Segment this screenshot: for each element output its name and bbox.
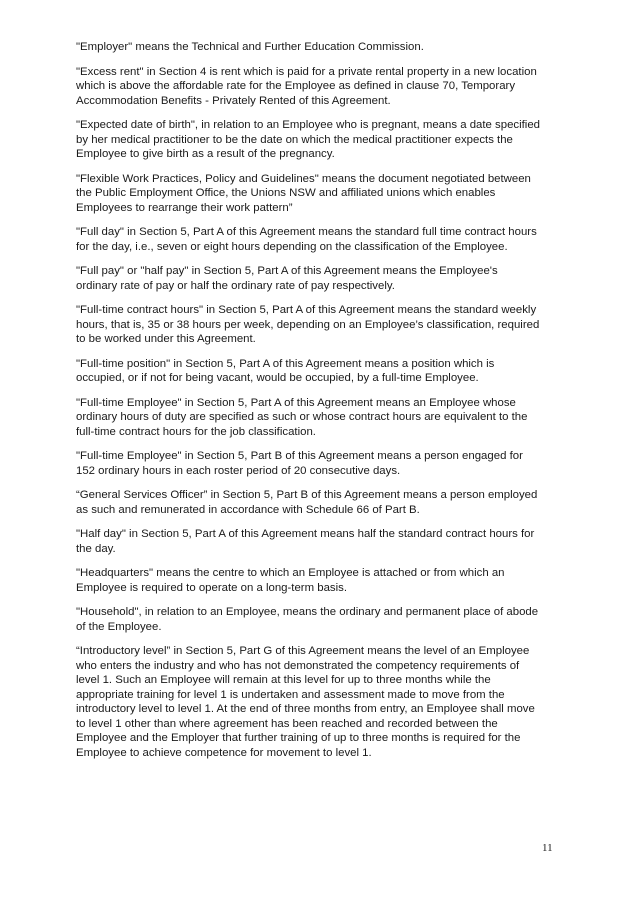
definition-full-time-position: "Full-time position" in Section 5, Part A of this Agreement means a position which is occupied, or if not for being vacant, would be occupied, by a full-time Employee. [76,357,495,384]
definition-introductory-level: “Introductory level” in Section 5, Part G of this Agreement means the level of an Employee who enters the industry and who has not demonstrated the competency requirements of level 1. Such an Employee will remain at this level for up to three months while the appropriate training for level 1 is undertaken and assessment made to move from the introductory level to level 1. At the end of three months from entry, an Employee shall move to level 1 other than where agreement has been reached and recorded between the Employee and the Employer that further training of up to three months is required for the Employee to achieve competence for movement to level 1. [76,645,535,759]
definition-household: "Household", in relation to an Employee, means the ordinary and permanent place of abode of the Employee. [76,606,539,633]
definition-half-day: "Half day" in Section 5, Part A of this Agreement means half the standard contract hours for the day. [76,528,535,555]
definition-flexible-work-practices: "Flexible Work Practices, Policy and Guidelines" means the document negotiated between the Public Employment Office, the Unions NSW and affiliated unions which enables Employees to rearrange their work pattern” [76,172,531,214]
definition-general-services-officer: “General Services Officer” in Section 5, Part B of this Agreement means a person employed as such and remunerated in accordance with Schedule 66 of Part B. [76,489,538,516]
definitions-list [76,40,558,770]
definition-full-time-employee-part-a: "Full-time Employee" in Section 5, Part A of this Agreement means an Employee whose ordinary hours of duty are specified as such or whose contract hours are equivalent to the full-time contract hours for the job classification. [76,396,528,438]
definition-headquarters: "Headquarters" means the centre to which an Employee is attached or from which an Employee is required to operate on a long-term basis. [76,567,505,594]
page-number: 11 [542,842,553,854]
definition-employer: "Employer" means the Technical and Further Education Commission. [76,41,424,53]
definition-excess-rent: "Excess rent" in Section 4 is rent which is paid for a private rental property in a new location which is above the affordable rate for the Employee as defined in clause 70, Temporary Accommodation Benefits - Privately Rented of this Agreement. [76,65,537,107]
definition-full-time-employee-part-b: "Full-time Employee" in Section 5, Part B of this Agreement means a person engaged for 152 ordinary hours in each roster period of 20 consecutive days. [76,450,523,477]
definition-full-pay: "Full pay" or "half pay" in Section 5, Part A of this Agreement means the Employee's ordinary rate of pay or half the ordinary rate of pay respectively. [76,265,498,292]
definition-expected-date-of-birth: "Expected date of birth", in relation to an Employee who is pregnant, means a date specified by her medical practitioner to be the date on which the medical practitioner expects the Employee to give birth as a result of the pregnancy. [76,119,540,160]
definition-full-day: "Full day" in Section 5, Part A of this Agreement means the standard full time contract hours for the day, i.e., seven or eight hours depending on the classification of the Employee. [76,226,537,253]
definition-full-time-contract-hours: "Full-time contract hours" in Section 5, Part A of this Agreement means the standard weekly hours, that is, 35 or 38 hours per week, depending on an Employee’s classification, required to be worked under this Agreement. [76,304,540,345]
